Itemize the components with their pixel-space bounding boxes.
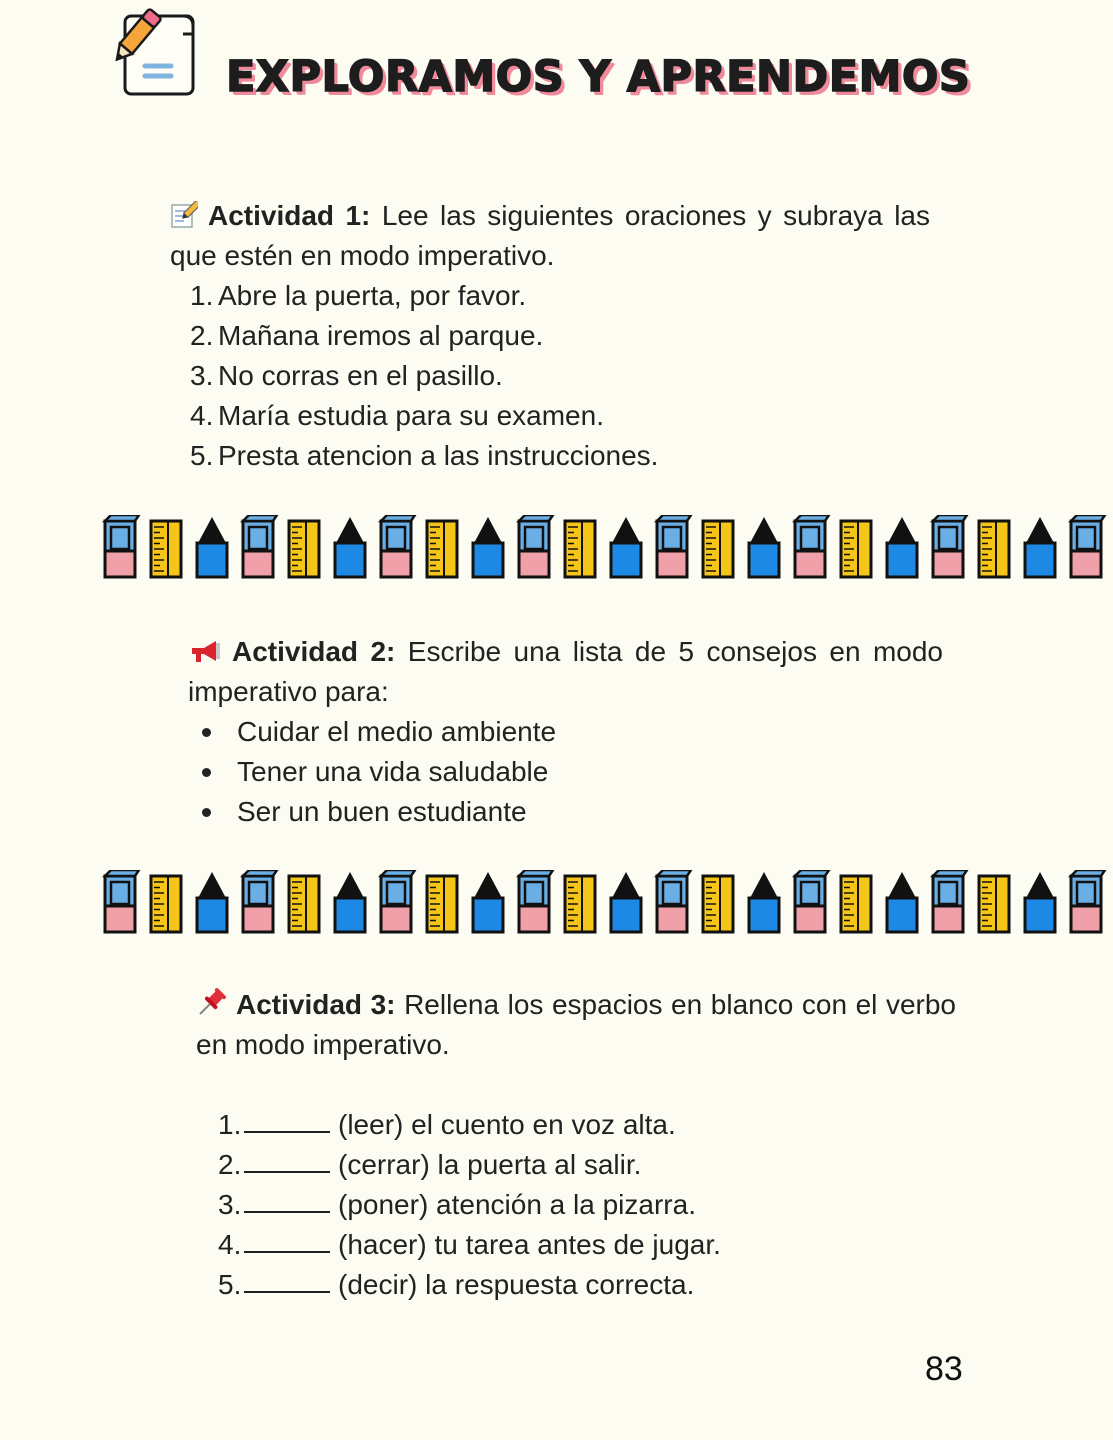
crayon-icon	[473, 872, 503, 932]
activity-2-label: Actividad 2:	[232, 636, 396, 667]
ruler-icon	[427, 521, 457, 577]
eraser-icon	[795, 515, 829, 577]
list-item: 2. Mañana iremos al parque.	[190, 320, 544, 351]
eraser-icon	[519, 870, 553, 932]
crayon-icon	[749, 517, 779, 577]
crayon-icon	[749, 872, 779, 932]
eraser-icon	[519, 515, 553, 577]
eraser-icon	[933, 515, 967, 577]
crayon-icon	[197, 872, 227, 932]
ruler-icon	[151, 521, 181, 577]
crayon-icon	[197, 517, 227, 577]
activity-1-text: Lee las siguientes oraciones y subraya las que estén en modo imperativo.	[170, 200, 931, 271]
school-supplies-divider	[0, 515, 1113, 579]
activity-3-label: Actividad 3:	[236, 989, 396, 1020]
crayon-icon	[611, 872, 641, 932]
list-item: 4. (hacer) tu tarea antes de jugar.	[218, 1225, 956, 1265]
activity-1	[170, 196, 930, 476]
ruler-icon	[289, 876, 319, 932]
page-title: EXPLORAMOS Y APRENDEMOS	[226, 52, 971, 102]
list-item: Cuidar el medio ambiente	[202, 712, 943, 752]
activity-1-list	[190, 276, 930, 476]
activity-3	[196, 985, 956, 1305]
list-item: 3. No corras en el pasillo.	[190, 360, 503, 391]
list-item: Tener una vida saludable	[202, 752, 943, 792]
answer-blank[interactable]	[244, 1105, 330, 1133]
list-item: 1. Abre la puerta, por favor.	[190, 280, 527, 311]
eraser-icon	[381, 515, 415, 577]
ruler-icon	[703, 876, 733, 932]
ruler-icon	[979, 521, 1009, 577]
list-item: 1. (leer) el cuento en voz alta.	[218, 1105, 956, 1145]
list-item: 3. (poner) atención a la pizarra.	[218, 1185, 956, 1225]
eraser-icon	[657, 870, 691, 932]
activity-3-list	[218, 1105, 956, 1305]
activity-2-list	[202, 712, 943, 832]
eraser-icon	[243, 515, 277, 577]
answer-blank[interactable]	[244, 1185, 330, 1213]
eraser-icon	[105, 870, 139, 932]
crayon-icon	[611, 517, 641, 577]
eraser-icon	[1071, 515, 1105, 577]
ruler-icon	[565, 521, 595, 577]
eraser-icon	[795, 870, 829, 932]
crayon-icon	[335, 872, 365, 932]
activity-2-instruction	[188, 632, 943, 712]
ruler-icon	[841, 521, 871, 577]
eraser-icon	[105, 515, 139, 577]
crayon-icon	[887, 872, 917, 932]
ruler-icon	[151, 876, 181, 932]
ruler-icon	[979, 876, 1009, 932]
memo-icon	[170, 201, 198, 229]
eraser-icon	[1071, 870, 1105, 932]
crayon-icon	[887, 517, 917, 577]
eraser-icon	[657, 515, 691, 577]
answer-blank[interactable]	[244, 1265, 330, 1293]
school-supplies-divider	[0, 870, 1113, 934]
answer-blank[interactable]	[244, 1225, 330, 1253]
page-number: 83	[925, 1350, 963, 1388]
activity-2-text: Escribe una lista de 5 consejos en modo imperativo para:	[188, 636, 943, 707]
megaphone-icon	[188, 639, 222, 665]
list-item: 5. (decir) la respuesta correcta.	[218, 1265, 956, 1305]
notebook-pencil-icon	[105, 8, 200, 98]
crayon-icon	[473, 517, 503, 577]
pushpin-icon	[196, 988, 226, 1018]
eraser-icon	[243, 870, 277, 932]
ruler-icon	[427, 876, 457, 932]
list-item: 5. Presta atencion a las instrucciones.	[190, 440, 659, 471]
ruler-icon	[703, 521, 733, 577]
crayon-icon	[1025, 872, 1055, 932]
activity-1-instruction	[170, 196, 930, 276]
activity-2	[188, 632, 943, 832]
eraser-icon	[933, 870, 967, 932]
activity-3-instruction	[196, 985, 956, 1065]
ruler-icon	[841, 876, 871, 932]
list-item: Ser un buen estudiante	[202, 792, 943, 832]
eraser-icon	[381, 870, 415, 932]
activity-1-label: Actividad 1:	[208, 200, 371, 231]
crayon-icon	[335, 517, 365, 577]
list-item: 2. (cerrar) la puerta al salir.	[218, 1145, 956, 1185]
answer-blank[interactable]	[244, 1145, 330, 1173]
activity-3-text: Rellena los espacios en blanco con el verbo en modo imperativo.	[196, 989, 956, 1060]
ruler-icon	[289, 521, 319, 577]
ruler-icon	[565, 876, 595, 932]
list-item: 4. María estudia para su examen.	[190, 400, 604, 431]
crayon-icon	[1025, 517, 1055, 577]
